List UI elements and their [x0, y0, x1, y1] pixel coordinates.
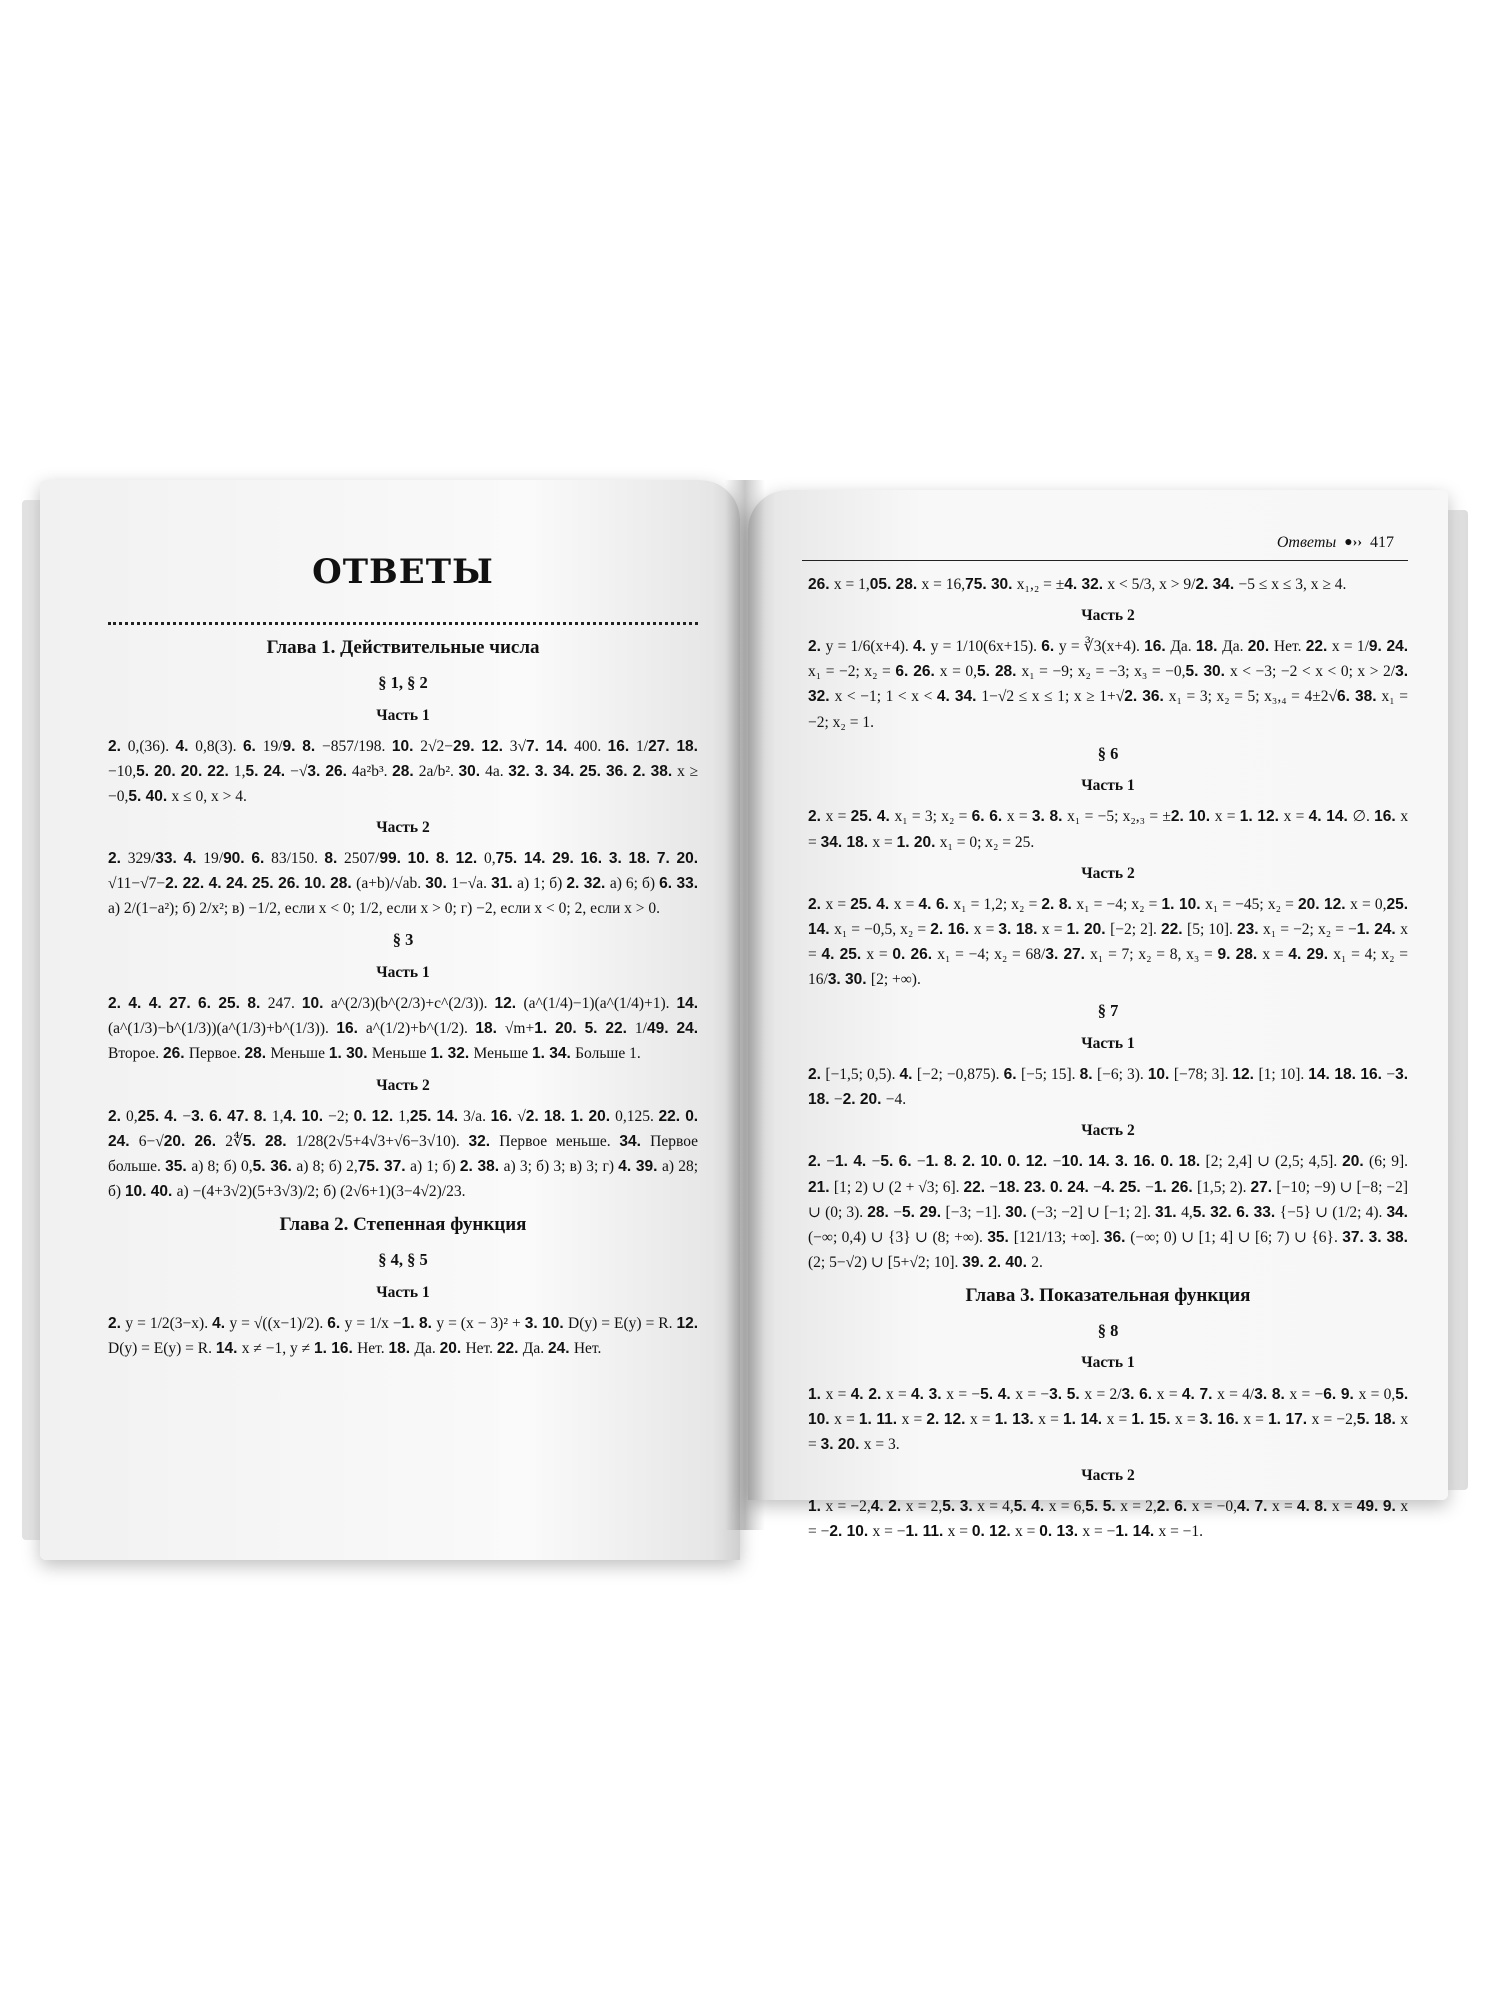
dotted-divider [108, 622, 698, 625]
page-number: 417 [1370, 534, 1394, 551]
left-answer-blocks [108, 633, 698, 1361]
running-head-title: Ответы [1276, 534, 1337, 551]
answer-paragraph: 2. y = 1/6(x+4). 4. y = 1/10(6x+15). 6. y = ∛3(x+4). 16. Да. 18. Да. 20. Нет. 22. x = 1/9. 24. x₁ = −2; x₂ = 6. 26. x = 0,5. 28. x₁ = −9; x₂ = −3; x₃ = −0,5. 30. x < −3; −2 < x < 0; x > 2/3. 32. x < −1; 1 < x < 4. 34. 1−√2 ≤ x ≤ 1; x ≥ 1+√2. 36. x₁ = 3; x₂ = 5; x₃,₄ = 4±2√6. 38. x₁ = −2; x₂ = 1. [808, 638, 1409, 731]
part-heading: Часть 1 [376, 706, 430, 724]
part-heading: Часть 1 [376, 964, 430, 982]
answer-paragraph: 2. 4. 4. 27. 6. 25. 8. 247. 10. a^(2/3)(b^(2/3)+c^(2/3)). 12. (a^(1/4)−1)(a^(1/4)+1). 14. (a^(1/3)−b^(1/3))(a^(1/3)+b^(1/3)). 16. a^(1/2)+b^(1/2). 18. √m+1. 20. 5. 22. 1/49. 24. Второе. 26. Первое. 28. Меньше 1. 30. Меньше 1. 32. Меньше 1. 34. Больше 1. [108, 995, 699, 1063]
answer-paragraph: 1. x = 4. 2. x = 4. 3. x = −5. 4. x = −3. 5. x = 2/3. 6. x = 4. 7. x = 4/3. 8. x = −6. 9. x = 0,5. 10. x = 1. 11. x = 2. 12. x = 1. 13. x = 1. 14. x = 1. 15. x = 3. 16. x = 1. 17. x = −2,5. 18. x = 3. 20. x = 3. [808, 1385, 1409, 1453]
section-heading: § 8 [1097, 1320, 1119, 1340]
page-title: ОТВЕТЫ [312, 552, 494, 592]
part-heading: Часть 2 [376, 1076, 430, 1094]
left-page [40, 480, 740, 1560]
left-page-content [108, 545, 698, 1365]
answer-paragraph: 2. 0,25. 4. −3. 6. 47. 8. 1,4. 10. −2; 0. 12. 1,25. 14. 3/a. 16. √2. 18. 1. 20. 0,125. 22. 0. 24. 6−√20. 26. 2∜5. 28. 1/28(2√5+4√3+√6−3√10). 32. Первое меньше. 34. Первое больше. 35. а) 8; б) 0,5. 36. а) 8; б) 2,75. 37. а) 1; б) 2. 38. а) 3; б) 3; в) 3; г) 4. 39. а) 28; б) 10. 40. а) −(4+3√2)(5+3√3)/2; б) (2√6+1)(3−4√2)/23. [108, 1107, 699, 1201]
chapter-heading: Глава 2. Степенная функция [279, 1214, 527, 1236]
answer-paragraph: 2. 0,(36). 4. 0,8(3). 6. 19/9. 8. −857/198. 10. 2√2−29. 12. 3√7. 14. 400. 16. 1/27. 18. −10,5. 20. 20. 22. 1,5. 24. −√3. 26. 4a²b³. 28. 2a/b². 30. 4a. 32. 3. 34. 25. 36. 2. 38. x ≥ −0,5. 40. x ≤ 0, x > 4. [108, 737, 699, 805]
answer-paragraph: 2. [−1,5; 0,5). 4. [−2; −0,875). 6. [−5; 15]. 8. [−6; 3). 10. [−78; 3]. 12. [1; 10]. 14. 18. 16. −3. 18. −2. 20. −4. [808, 1066, 1409, 1109]
section-heading: § 1, § 2 [378, 672, 428, 692]
answer-paragraph: 1. x = −2,4. 2. x = 2,5. 3. x = 4,5. 4. x = 6,5. 5. x = 2,2. 6. x = −0,4. 7. x = 4. 8. x = 49. 9. x = −2. 10. x = −1. 11. x = 0. 12. x = 0. 13. x = −1. 14. x = −1. [808, 1497, 1409, 1541]
right-page-stack-edge [1446, 510, 1468, 1490]
running-head [1277, 534, 1394, 552]
section-heading: § 4, § 5 [378, 1249, 428, 1269]
part-heading: Часть 1 [1081, 777, 1135, 795]
part-heading: Часть 2 [1081, 864, 1135, 882]
part-heading: Часть 2 [1081, 607, 1135, 625]
part-heading: Часть 1 [1081, 1354, 1135, 1372]
part-heading: Часть 1 [376, 1283, 430, 1301]
part-heading: Часть 2 [376, 819, 430, 836]
chapter-heading: Глава 3. Показательная функция [965, 1284, 1251, 1306]
answer-paragraph: 2. y = 1/2(3−x). 4. y = √((x−1)/2). 6. y = 1/x −1. 8. y = (x − 3)² + 3. 10. D(y) = E(y) = R. 12. D(y) = E(y) = R. 14. x ≠ −1, y ≠ 1. 16. Нет. 18. Да. 20. Нет. 22. Да. 24. Нет. [108, 1314, 699, 1357]
chapter-heading: Глава 1. Действительные числа [266, 637, 540, 659]
header-rule [802, 560, 1408, 561]
answer-paragraph: 2. 329/33. 4. 19/90. 6. 83/150. 8. 2507/99. 10. 8. 12. 0,75. 14. 29. 16. 3. 18. 7. 20. √11−√7−2. 22. 4. 24. 25. 26. 10. 28. (a+b)/√ab. 30. 1−√a. 31. а) 1; б) 2. 32. а) 6; б) 6. 33. а) 2/(1−a²); б) 2/x²; в) −1/2, если x < 0; 1/2, если x > 0; г) −2, если x < 0; 2, если x > 0. [108, 850, 699, 918]
part-heading: Часть 2 [1081, 1466, 1135, 1484]
answer-paragraph: 2. −1. 4. −5. 6. −1. 8. 2. 10. 0. 12. −10. 14. 3. 16. 0. 18. [2; 2,4] ∪ (2,5; 4,5]. 20. (6; 9]. 21. [1; 2) ∪ (2 + √3; 6]. 22. −18. 23. 0. 24. −4. 25. −1. 26. [1,5; 2). 27. [−10; −9) ∪ [−8; −2] ∪ (0; 3). 28. −5. 29. [−3; −1]. 30. (−3; −2] ∪ [−1; 2]. 31. 4,5. 32. 6. 33. {−5} ∪ (1/2; 4). 34. (−∞; 0,4) ∪ {3} ∪ (8; +∞). 35. [121/13; +∞]. 36. (−∞; 0) ∪ [1; 4] ∪ [6; 7) ∪ {6}. 37. 3. 38. (2; 5−√2) ∪ [5+√2; 10]. 39. 2. 40. 2. [808, 1153, 1409, 1271]
answer-paragraph: 26. x = 1,05. 28. x = 16,75. 30. x₁,₂ = ±4. 32. x < 5/3, x > 9/2. 34. −5 ≤ x ≤ 3, x ≥ 4. [808, 576, 1347, 593]
part-heading: Часть 2 [1081, 1122, 1135, 1140]
answer-paragraph: 2. x = 25. 4. x = 4. 6. x₁ = 1,2; x₂ = 2. 8. x₁ = −4; x₂ = 1. 10. x₁ = −45; x₂ = 20. 12. x = 0,25. 14. x₁ = −0,5, x₂ = 2. 16. x = 3. 18. x = 1. 20. [−2; 2]. 22. [5; 10]. 23. x₁ = −2; x₂ = −1. 24. x = 4. 25. x = 0. 26. x₁ = −4; x₂ = 68/3. 27. x₁ = 7; x₂ = 8, x₃ = 9. 28. x = 4. 29. x₁ = 4; x₂ = 16/3. 30. [2; +∞). [808, 895, 1409, 989]
right-page [748, 490, 1448, 1541]
section-heading: § 6 [1097, 743, 1119, 763]
right-page-content [808, 572, 1408, 1548]
double-arrow-icon: ●›› [1344, 535, 1362, 550]
right-answer-blocks [808, 572, 1408, 1544]
section-heading: § 3 [392, 930, 414, 950]
section-heading: § 7 [1097, 1001, 1119, 1021]
answer-paragraph: 2. x = 25. 4. x₁ = 3; x₂ = 6. 6. x = 3. 8. x₁ = −5; x₂,₃ = ±2. 10. x = 1. 12. x = 4. 14. ∅. 16. x = 34. 18. x = 1. 20. x₁ = 0; x₂ = 25. [808, 808, 1409, 851]
book-gutter-shadow [725, 480, 765, 1530]
part-heading: Часть 1 [1081, 1034, 1135, 1052]
